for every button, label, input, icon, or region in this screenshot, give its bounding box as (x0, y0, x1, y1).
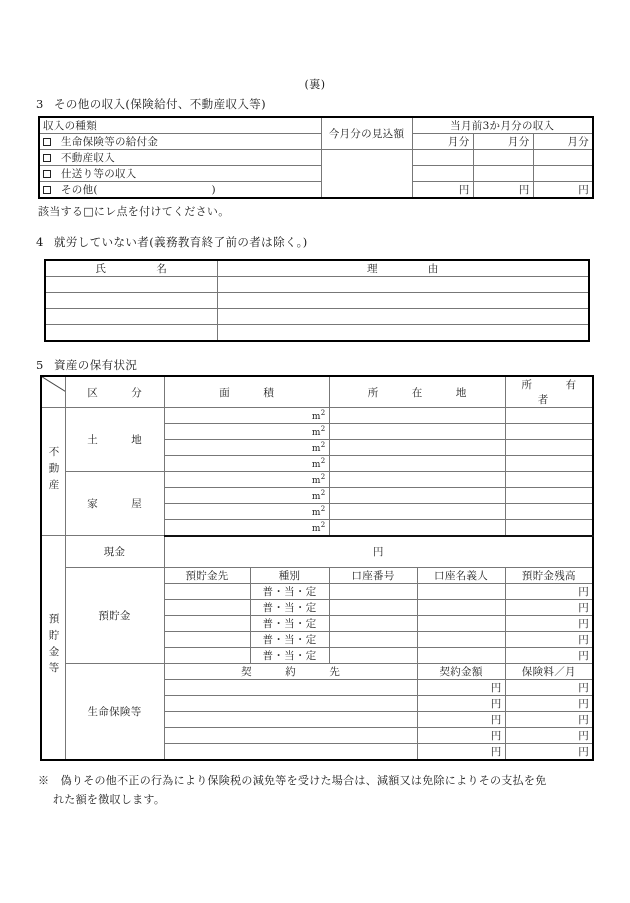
building-area-input-cell[interactable] (164, 520, 329, 536)
income-row-text-1: 不動産収入 (61, 152, 115, 164)
reason-input-cell[interactable] (217, 309, 589, 325)
table-row (39, 182, 593, 199)
savings-group-label-text: 預貯金等 (47, 613, 60, 679)
land-area-input-cell[interactable] (164, 456, 329, 472)
table-row (41, 472, 593, 488)
insurance-amount-unit-3[interactable]: 円 (417, 728, 505, 744)
insurance-contractor-input-cell[interactable] (164, 696, 417, 712)
deposit-balance-unit-3[interactable]: 円 (505, 632, 593, 648)
estimate-input-cell[interactable] (321, 150, 412, 199)
table-row (39, 134, 593, 150)
page-side-marker: (裏) (304, 78, 326, 91)
income-row-text-3-close: ) (211, 184, 216, 196)
header-insurance-contractor (164, 664, 417, 680)
insurance-contractor-input-cell[interactable] (164, 744, 417, 761)
header-account-holder: 口座名義人 (417, 568, 505, 584)
income-row-label-2[interactable] (39, 166, 321, 182)
insurance-premium-unit-3[interactable]: 円 (505, 728, 593, 744)
person-name-input-cell[interactable] (45, 325, 217, 341)
month-1-input-cell[interactable] (412, 166, 473, 182)
area-unit-2: m (311, 444, 321, 454)
area-unit-sup-2: 2 (320, 441, 326, 449)
section-5-title (36, 357, 137, 373)
header-account-number: 口座番号 (329, 568, 417, 584)
area-unit-sup-7: 2 (320, 520, 326, 529)
deposit-balance-unit-1[interactable]: 円 (505, 600, 593, 616)
income-row-text-2: 仕送り等の収入 (61, 168, 137, 180)
reason-input-cell[interactable] (217, 325, 589, 341)
month-2-unit: 円 (473, 182, 533, 199)
building-location-input-cell[interactable] (329, 504, 505, 520)
header-location-text: 所 在 地 (367, 386, 478, 399)
deposit-account-number-input-cell[interactable] (329, 600, 417, 616)
building-location-input-cell[interactable] (329, 488, 505, 504)
section-3-title-text: その他の収入(保険給付、不動産収入等) (54, 97, 267, 111)
header-person-name (45, 260, 217, 277)
land-label-text: 土 地 (87, 434, 154, 446)
month-1-input-cell[interactable] (412, 150, 473, 166)
building-area-input-cell[interactable] (164, 488, 329, 504)
building-owner-input-cell[interactable] (505, 488, 593, 504)
insurance-premium-unit-1[interactable]: 円 (505, 696, 593, 712)
month-3-unit: 円 (533, 182, 593, 199)
land-owner-input-cell[interactable] (505, 408, 593, 424)
section-4-number: 4 (36, 235, 44, 249)
area-unit-3: m (311, 460, 321, 470)
deposit-account-holder-input-cell[interactable] (417, 616, 505, 632)
table-row (39, 150, 593, 166)
deposit-account-holder-input-cell[interactable] (417, 600, 505, 616)
section-5-number: 5 (36, 358, 44, 372)
table-row (39, 166, 593, 182)
deposit-institution-input-cell[interactable] (164, 616, 250, 632)
table-row (41, 408, 593, 424)
area-unit-6: m (311, 508, 321, 518)
insurance-premium-unit-2[interactable]: 円 (505, 712, 593, 728)
month-2-input-cell[interactable] (473, 166, 533, 182)
land-owner-input-cell[interactable] (505, 424, 593, 440)
header-owner-text: 所 有 者 (521, 379, 610, 406)
land-label (65, 408, 164, 472)
area-unit-4: m (311, 476, 321, 486)
real-estate-group-label-text: 不動産 (47, 445, 60, 495)
header-deposit-type: 種別 (250, 568, 329, 584)
header-month-col-3: 月分 (533, 134, 593, 150)
checkbox-icon[interactable] (43, 154, 51, 162)
insurance-amount-unit-4[interactable]: 円 (417, 744, 505, 761)
month-3-input-cell[interactable] (533, 150, 593, 166)
building-owner-input-cell[interactable] (505, 504, 593, 520)
deposit-type-options-2[interactable]: 普・当・定 (250, 616, 329, 632)
income-row-label-1[interactable] (39, 150, 321, 166)
table-row (45, 293, 589, 309)
header-person-name-text: 氏 名 (95, 263, 187, 275)
table-header-row (45, 260, 589, 277)
area-unit-sup-6: 2 (320, 505, 326, 513)
land-area-input-cell[interactable] (164, 408, 329, 424)
land-location-input-cell[interactable] (329, 440, 505, 456)
income-row-label-3[interactable] (39, 182, 321, 199)
building-label-text: 家 屋 (87, 498, 154, 510)
month-1-unit: 円 (412, 182, 473, 199)
header-this-month-estimate: 今月分の見込額 (321, 117, 412, 150)
insurance-contractor-input-cell[interactable] (164, 728, 417, 744)
section-3-number: 3 (36, 97, 44, 111)
area-unit-sup-3: 2 (320, 457, 326, 465)
deposit-institution-input-cell[interactable] (164, 632, 250, 648)
unemployed-persons-table (44, 259, 590, 342)
header-area (164, 376, 329, 408)
header-prev-3-months: 当月前3か月分の収入 (412, 117, 593, 134)
header-category (65, 376, 164, 408)
land-location-input-cell[interactable] (329, 424, 505, 440)
deposit-type-options-3[interactable]: 普・当・定 (250, 632, 329, 648)
header-category-text: 区 分 (87, 386, 154, 399)
insurance-contractor-input-cell[interactable] (164, 712, 417, 728)
section-4-title-text: 就労していない者(義務教育終了前の者は除く。) (54, 235, 308, 249)
area-unit-0: m (311, 412, 321, 422)
land-location-input-cell[interactable] (329, 456, 505, 472)
building-label (65, 472, 164, 536)
building-owner-input-cell[interactable] (505, 472, 593, 488)
deposit-account-holder-input-cell[interactable] (417, 584, 505, 600)
asset-holdings-table (40, 375, 610, 761)
month-2-input-cell[interactable] (473, 150, 533, 166)
savings-group-label (41, 536, 65, 761)
building-location-input-cell[interactable] (329, 520, 505, 536)
reason-input-cell[interactable] (217, 293, 589, 309)
table-row (45, 325, 589, 341)
section-4-title (36, 234, 308, 250)
deposit-institution-input-cell[interactable] (164, 600, 250, 616)
area-unit-sup-0: 2 (320, 409, 326, 417)
checkbox-icon[interactable] (43, 186, 51, 194)
building-location-input-cell[interactable] (329, 472, 505, 488)
deposit-institution-input-cell[interactable] (164, 648, 250, 664)
deposit-type-options-0[interactable]: 普・当・定 (250, 584, 329, 600)
table-row (41, 536, 593, 568)
person-name-input-cell[interactable] (45, 277, 217, 293)
area-unit-sup-5: 2 (320, 489, 326, 497)
deposit-account-holder-input-cell[interactable] (417, 648, 505, 664)
header-area-text: 面 積 (219, 386, 286, 399)
table-header-row (39, 117, 593, 134)
area-unit-5: m (311, 492, 321, 502)
header-owner (505, 376, 610, 408)
header-reason (217, 260, 589, 277)
insurance-amount-unit-1[interactable]: 円 (417, 696, 505, 712)
header-month-col-1: 月分 (412, 134, 473, 150)
building-area-input-cell[interactable] (164, 504, 329, 520)
table-header-row (41, 568, 593, 584)
insurance-contractor-input-cell[interactable] (164, 680, 417, 696)
person-name-input-cell[interactable] (45, 293, 217, 309)
header-income-type: 収入の種類 (39, 117, 321, 134)
deposit-account-number-input-cell[interactable] (329, 632, 417, 648)
insurance-premium-unit-4[interactable]: 円 (505, 744, 593, 761)
deposit-institution-input-cell[interactable] (164, 584, 250, 600)
area-unit-sup-1: 2 (320, 425, 326, 433)
table-header-row (41, 376, 593, 408)
table-row (45, 277, 589, 293)
insurance-amount-unit-2[interactable]: 円 (417, 712, 505, 728)
land-area-input-cell[interactable] (164, 424, 329, 440)
header-premium-per-month: 保険料／月 (505, 664, 593, 680)
deposit-balance-unit-4[interactable]: 円 (505, 648, 593, 664)
deposit-label: 預貯金 (65, 568, 164, 664)
header-deposit-institution: 預貯金先 (164, 568, 250, 584)
header-month-col-2: 月分 (473, 134, 533, 150)
area-unit-1: m (311, 428, 321, 438)
month-3-input-cell[interactable] (533, 166, 593, 182)
insurance-amount-unit-0[interactable]: 円 (417, 680, 505, 696)
deposit-balance-unit-0[interactable]: 円 (505, 584, 593, 600)
other-income-table (38, 116, 594, 199)
header-contract-amount: 契約金額 (417, 664, 505, 680)
deposit-type-options-1[interactable]: 普・当・定 (250, 600, 329, 616)
section-3-title (36, 96, 266, 112)
deposit-balance-unit-2[interactable]: 円 (505, 616, 593, 632)
deposit-account-number-input-cell[interactable] (329, 648, 417, 664)
income-row-text-0: 生命保険等の給付金 (61, 136, 159, 148)
header-insurance-contractor-text: 契 約 先 (241, 666, 352, 678)
cash-amount-input-cell[interactable] (164, 536, 593, 568)
table-row (45, 309, 589, 325)
cash-unit: 円 (372, 546, 384, 559)
deposit-account-number-input-cell[interactable] (329, 616, 417, 632)
area-unit-sup-4: 2 (320, 473, 326, 481)
header-location (329, 376, 505, 408)
checkbox-instruction: 該当する□にレ点を付けてください。 (38, 205, 230, 218)
real-estate-group-label (41, 408, 65, 536)
section-5-title-text: 資産の保有状況 (54, 358, 138, 372)
footnote-line-2: れた額を徴収します。 (53, 793, 166, 806)
insurance-premium-unit-0[interactable]: 円 (505, 680, 593, 696)
insurance-label: 生命保険等 (65, 664, 164, 761)
deposit-type-options-4[interactable]: 普・当・定 (250, 648, 329, 664)
footnote-line-1: ※ 偽りその他不正の行為により保険税の減免等を受けた場合は、減額又は免除によりその支払を免 (38, 774, 547, 787)
land-location-input-cell[interactable] (329, 408, 505, 424)
land-owner-input-cell[interactable] (505, 456, 593, 472)
checkbox-icon[interactable] (43, 170, 51, 178)
building-owner-input-cell[interactable] (505, 520, 593, 536)
checkbox-icon[interactable] (43, 138, 51, 146)
person-name-input-cell[interactable] (45, 309, 217, 325)
corner-diagonal-cell (41, 376, 65, 408)
table-header-row (41, 664, 593, 680)
deposit-account-holder-input-cell[interactable] (417, 632, 505, 648)
header-reason-text: 理 由 (367, 263, 459, 275)
land-area-input-cell[interactable] (164, 440, 329, 456)
area-unit-7: m (311, 523, 321, 534)
income-row-label-0[interactable] (39, 134, 321, 150)
cash-label: 現金 (65, 536, 164, 568)
deposit-account-number-input-cell[interactable] (329, 584, 417, 600)
reason-input-cell[interactable] (217, 277, 589, 293)
income-row-text-3: その他( (61, 184, 98, 196)
header-deposit-balance: 預貯金残高 (505, 568, 593, 584)
land-owner-input-cell[interactable] (505, 440, 593, 456)
building-area-input-cell[interactable] (164, 472, 329, 488)
